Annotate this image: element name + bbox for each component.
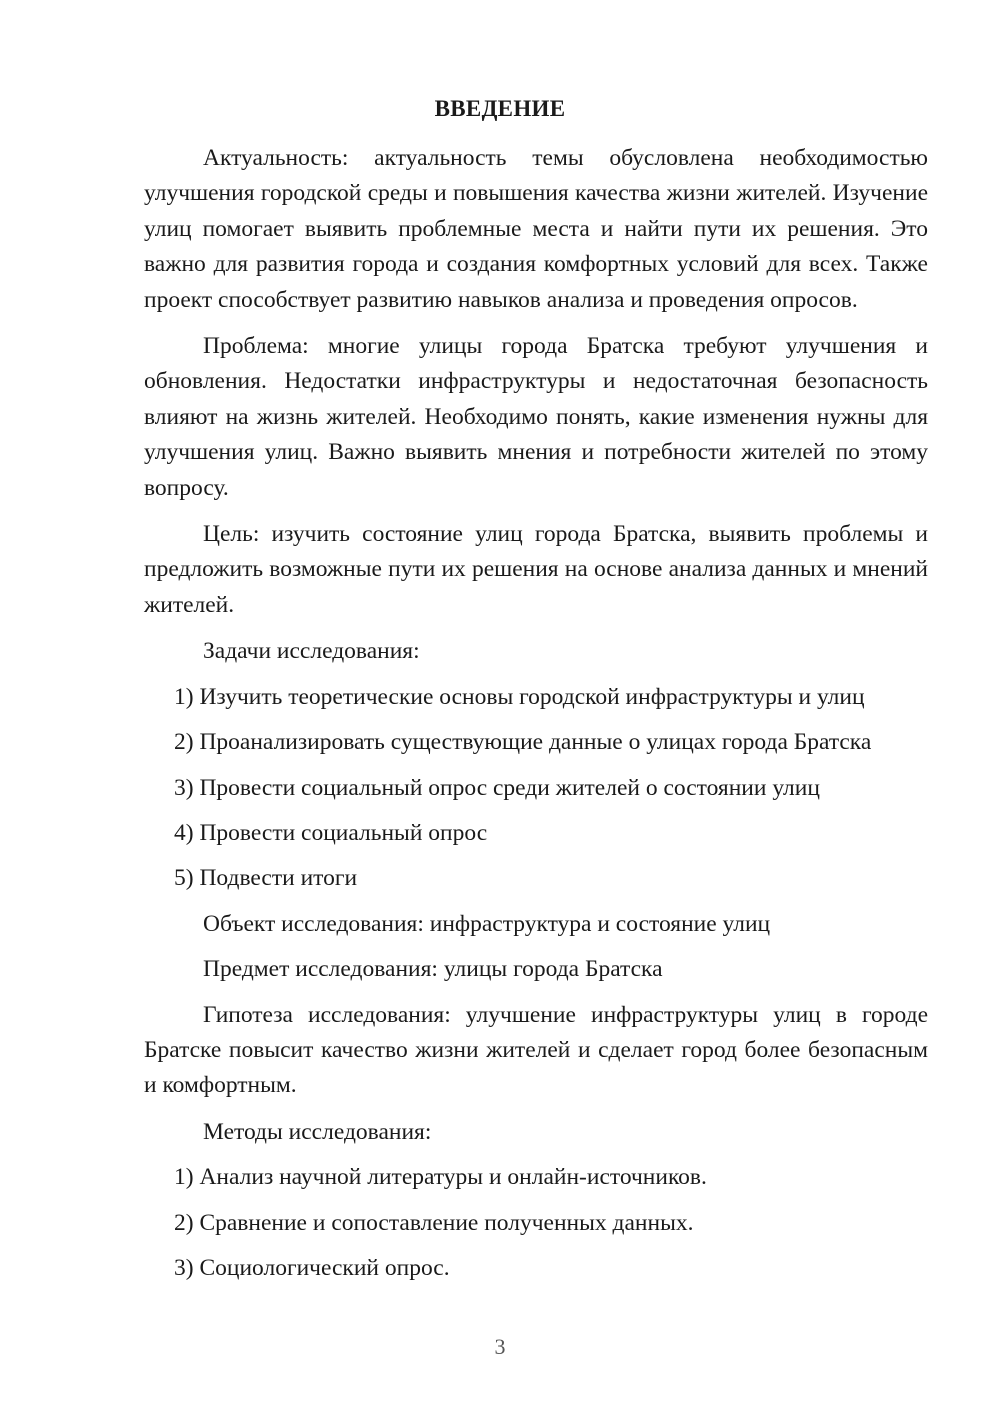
tasks-title: Задачи исследования: — [203, 638, 420, 665]
methods-title: Методы исследования: — [203, 1118, 432, 1145]
list-item: 3) Социологический опрос. — [174, 1254, 450, 1281]
page-number: 3 — [494, 1334, 506, 1359]
list-item: 2) Проанализировать существующие данные о улицах города Братска — [174, 729, 872, 756]
list-item: 5) Подвести итоги — [174, 865, 358, 892]
research-object: Объект исследования: инфраструктура и состояние улиц — [203, 910, 771, 937]
list-item: 1) Анализ научной литературы и онлайн-источников. — [174, 1164, 707, 1191]
page-title: ВВЕДЕНИЕ — [434, 96, 566, 121]
problem-paragraph: Проблема: многие улицы города Братска требуют улучшения и обновления. Недостатки инфраструктуры и недостаточная безопасность влияют на жизнь жителей. Необходимо понять, какие изменения нужны для улучшения улиц. Важно выявить мнения и потребности жителей по этому вопросу. — [144, 333, 928, 501]
tasks-list — [144, 680, 928, 897]
hypothesis-paragraph: Гипотеза исследования: улучшение инфраструктуры улиц в городе Братске повысит качество жизни жителей и сделает город более безопасным и комфортным. — [144, 1001, 928, 1099]
research-subject: Предмет исследования: улицы города Братска — [203, 956, 663, 983]
list-item: 3) Провести социальный опрос среди жителей о состоянии улиц — [174, 774, 820, 801]
methods-list — [144, 1160, 928, 1286]
list-item: 1) Изучить теоретические основы городской инфраструктуры и улиц — [174, 683, 865, 710]
relevance-paragraph: Актуальность: актуальность темы обусловлена необходимостью улучшения городской среды и повышения качества жизни жителей. Изучение улиц помогает выявить проблемные места и найти пути их решения. Это важно для развития города и создания комфортных условий для всех. Также проект способствует развитию навыков анализа и проведения опросов. — [144, 145, 928, 313]
goal-paragraph: Цель: изучить состояние улиц города Братска, выявить проблемы и предложить возможные пути их решения на основе анализа данных и мнений жителей. — [144, 521, 928, 618]
list-item: 2) Сравнение и сопоставление полученных данных. — [174, 1209, 694, 1236]
document-body — [144, 141, 928, 1296]
list-item: 4) Провести социальный опрос — [174, 819, 488, 846]
